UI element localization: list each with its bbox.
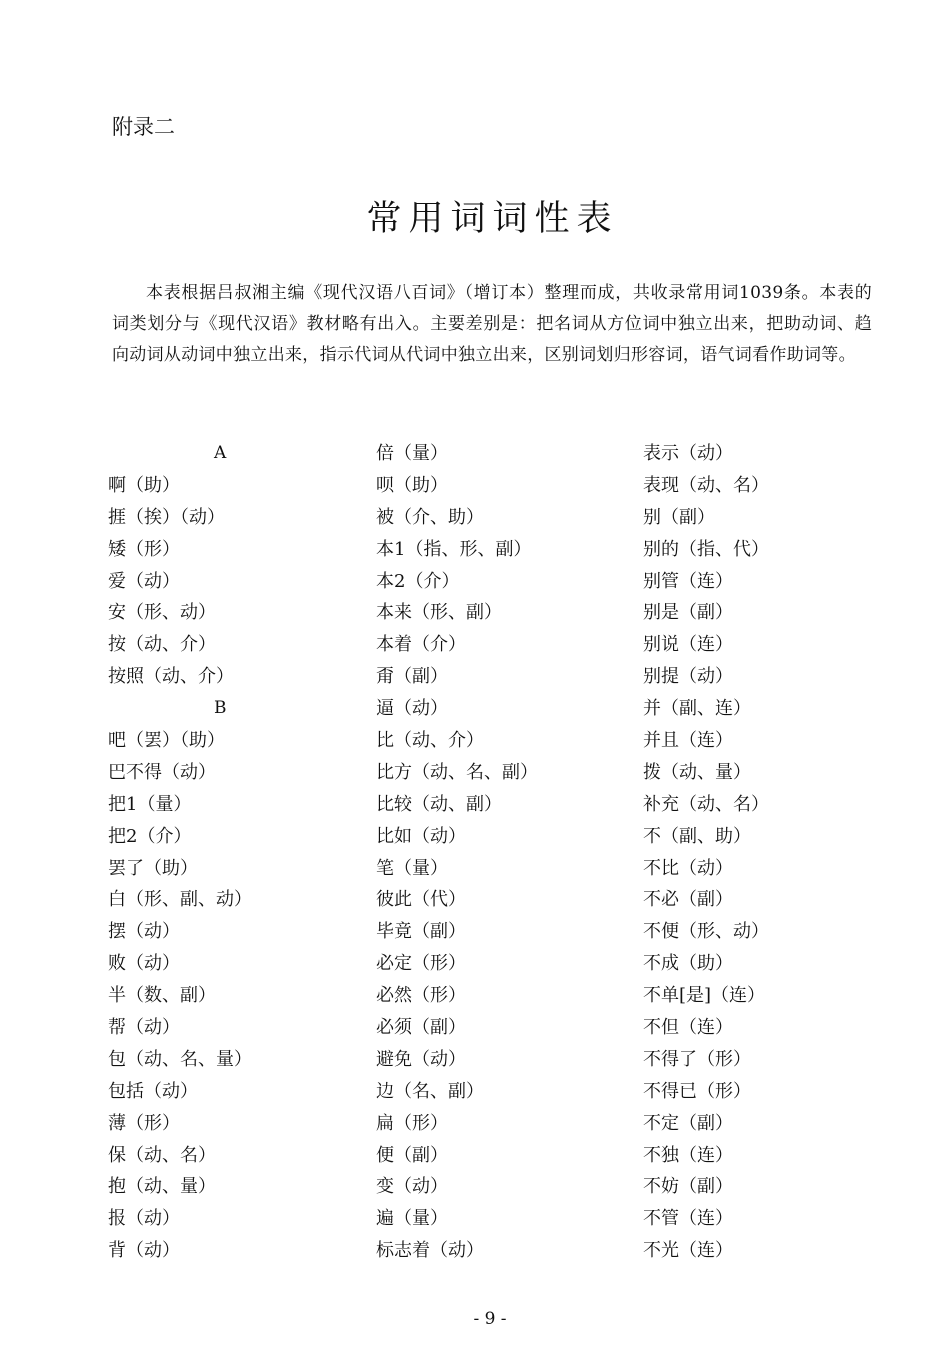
word-entry: 本来（形、副） — [376, 602, 502, 624]
word-entry: 被（介、助） — [376, 506, 484, 528]
word-entry: 薄（形） — [108, 1112, 180, 1134]
word-entry: 逼（动） — [376, 698, 448, 720]
word-entry: 呗（助） — [376, 474, 448, 496]
word-column-1 — [108, 438, 340, 1267]
word-entry: 别的（指、代） — [643, 538, 769, 560]
word-entry: 不单[是]（连） — [643, 985, 766, 1007]
word-column-2 — [376, 438, 608, 1267]
word-entry: 并且（连） — [643, 730, 733, 752]
word-entry: 吧（罢）（助） — [108, 730, 225, 752]
word-entry: 摆（动） — [108, 921, 180, 943]
word-entry: 不光（连） — [643, 1240, 733, 1262]
word-entry: 比方（动、名、副） — [376, 761, 538, 783]
word-entry: 本2（介） — [376, 570, 460, 592]
word-entry: 按（动、介） — [108, 634, 216, 656]
word-entry: 不便（形、动） — [643, 921, 769, 943]
word-entry: 表现（动、名） — [643, 474, 769, 496]
letter-heading: A — [214, 443, 227, 463]
word-entry: 不妨（副） — [643, 1176, 733, 1198]
word-entry: 捱（挨）（动） — [108, 506, 225, 528]
word-entry: 并（副、连） — [643, 698, 751, 720]
word-entry: 不比（动） — [643, 857, 733, 879]
word-entry: 按照（动、介） — [108, 666, 234, 688]
word-entry: 别说（连） — [643, 634, 733, 656]
page-title: 常用词词性表 — [366, 199, 619, 239]
word-entry: 背（动） — [108, 1240, 180, 1262]
word-entry: 本着（介） — [376, 634, 466, 656]
word-entry: 保（动、名） — [108, 1144, 216, 1166]
word-entry: 败（动） — [108, 953, 180, 975]
word-entry: 毕竟（副） — [376, 921, 466, 943]
word-entry: 本1（指、形、副） — [376, 538, 532, 560]
intro-paragraph: 本表根据吕叔湘主编《现代汉语八百词》（增订本）整理而成，共收录常用词1039条。本表的词类划分与《现代汉语》教材略有出入。主要差别是：把名词从方位词中独立出来，把助动词、趋向动词从动词中独立出来，指示代词从代词中独立出来，区别词划归形容词，语气词看作助词等。 — [112, 283, 872, 365]
word-entry: 变（动） — [376, 1176, 448, 1198]
word-entry: 把2（介） — [108, 825, 192, 847]
word-entry: 不管（连） — [643, 1208, 733, 1230]
word-entry: 不独（连） — [643, 1144, 733, 1166]
word-entry: 必然（形） — [376, 985, 466, 1007]
word-entry: 遍（量） — [376, 1208, 448, 1230]
word-entry: 包（动、名、量） — [108, 1048, 252, 1070]
word-entry: 安（形、动） — [108, 602, 216, 624]
word-entry: 甭（副） — [376, 666, 448, 688]
page-number: - 9 - — [473, 1309, 507, 1329]
word-entry: 不成（助） — [643, 953, 733, 975]
word-entry: 包括（动） — [108, 1080, 198, 1102]
word-entry: 笔（量） — [376, 857, 448, 879]
word-entry: 避免（动） — [376, 1048, 466, 1070]
word-entry: 白（形、副、动） — [108, 889, 252, 911]
word-entry: 扁（形） — [376, 1112, 448, 1134]
word-entry: 别管（连） — [643, 570, 733, 592]
word-entry: 帮（动） — [108, 1017, 180, 1039]
word-entry: 必定（形） — [376, 953, 466, 975]
word-entry: 不得了（形） — [643, 1048, 751, 1070]
word-entry: 不（副、助） — [643, 825, 751, 847]
word-entry: 抱（动、量） — [108, 1176, 216, 1198]
word-entry: 罢了（助） — [108, 857, 198, 879]
word-entry: 不得已（形） — [643, 1080, 751, 1102]
word-entry: 不但（连） — [643, 1017, 733, 1039]
word-entry: 便（副） — [376, 1144, 448, 1166]
word-entry: 把1（量） — [108, 793, 192, 815]
word-entry: 边（名、副） — [376, 1080, 484, 1102]
word-entry: 拨（动、量） — [643, 761, 751, 783]
letter-heading: B — [214, 698, 227, 719]
word-entry: 巴不得（动） — [108, 761, 216, 783]
word-entry: 别（副） — [643, 506, 715, 528]
word-entry: 必须（副） — [376, 1017, 466, 1039]
word-entry: 不必（副） — [643, 889, 733, 911]
word-entry: 倍（量） — [376, 443, 448, 464]
word-entry: 比（动、介） — [376, 730, 484, 752]
intro-paragraph-container — [112, 278, 872, 371]
word-entry: 表示（动） — [643, 443, 733, 464]
word-entry: 补充（动、名） — [643, 793, 769, 815]
appendix-label: 附录二 — [112, 115, 175, 139]
word-entry: 不定（副） — [643, 1112, 733, 1134]
word-entry: 报（动） — [108, 1208, 180, 1230]
word-entry: 别是（副） — [643, 602, 733, 624]
word-entry: 彼此（代） — [376, 889, 466, 911]
word-entry: 标志着（动） — [376, 1240, 484, 1262]
word-entry: 半（数、副） — [108, 985, 216, 1007]
word-entry: 比较（动、副） — [376, 793, 502, 815]
word-entry: 别提（动） — [643, 666, 733, 688]
word-entry: 矮（形） — [108, 538, 180, 560]
word-entry: 啊（助） — [108, 474, 180, 496]
word-entry: 爱（动） — [108, 570, 180, 592]
word-column-3 — [643, 438, 875, 1267]
word-entry: 比如（动） — [376, 825, 466, 847]
